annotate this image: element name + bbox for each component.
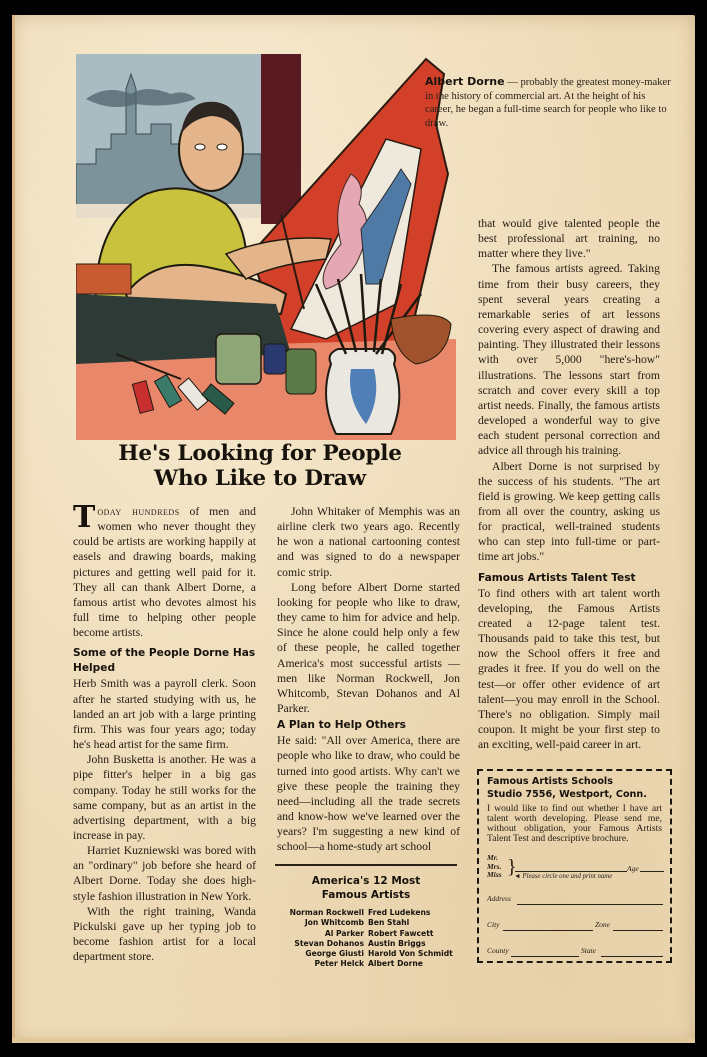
intro-smallcaps: oday hundreds xyxy=(97,505,180,518)
coupon-heading-2: Studio 7556, Westport, Conn. xyxy=(487,788,647,800)
address-field[interactable] xyxy=(487,890,662,914)
headline-line-1: He's Looking for People xyxy=(118,441,402,466)
title-options[interactable] xyxy=(487,854,502,880)
artist-name: Albert Dorne xyxy=(368,959,423,969)
age-label: Age xyxy=(627,864,639,873)
article-column-1 xyxy=(73,500,256,964)
address-line[interactable] xyxy=(517,904,663,905)
artist-name: Harold Von Schmidt xyxy=(368,949,453,959)
name-line[interactable] xyxy=(515,871,627,872)
artist-name: Austin Briggs xyxy=(368,938,426,948)
artist-name: Norman Rockwell xyxy=(289,908,364,917)
artist-name: Ben Stahl xyxy=(368,918,410,928)
county-state-field[interactable] xyxy=(487,942,662,966)
brace-icon: } xyxy=(507,856,517,878)
artists-row xyxy=(270,918,462,928)
subhead-people-helped: Some of the People Dorne Has Helped xyxy=(73,647,256,675)
intro-paragraph xyxy=(73,500,256,640)
coupon-heading-1: Famous Artists Schools xyxy=(487,776,613,787)
title-option-mrs[interactable]: Mrs. xyxy=(487,861,502,871)
artist-name: George Giusti xyxy=(305,949,364,959)
artists-row xyxy=(270,959,462,969)
address-label: Address xyxy=(487,894,511,903)
artists-row xyxy=(270,939,462,949)
mail-coupon[interactable] xyxy=(477,769,672,963)
artist-name: Fred Ludekens xyxy=(368,908,431,917)
article-column-2 xyxy=(277,504,460,854)
state-line[interactable] xyxy=(601,956,663,957)
city-line[interactable] xyxy=(503,930,593,931)
subhead-talent-test: Famous Artists Talent Test xyxy=(478,571,636,584)
subhead-plan: A Plan to Help Others xyxy=(277,719,406,732)
drop-cap: T xyxy=(73,500,96,535)
paragraph-continued: that would give talented people the best professional art training, no matter where they live." xyxy=(478,217,660,261)
paragraph-artists-agreed: The famous artists agreed. Taking time from their busy careers, they spent several years creating a remarkable series of art lessons covering every aspect of drawing and painting. They illustrated their lessons with over 5,000 "here's-how" illustrations. The lessons start from scratch and cover every skill a top artist needs. Finally, the famous artists developed a wonderful way to give each student personal correction and advice all through his training. xyxy=(478,262,660,458)
county-label: County xyxy=(487,946,509,955)
title-option-mr[interactable]: Mr. xyxy=(487,853,499,862)
illustration-caption xyxy=(425,75,675,130)
zone-label: Zone xyxy=(595,920,610,929)
name-field[interactable] xyxy=(487,854,662,888)
city-zone-field[interactable] xyxy=(487,916,662,940)
divider-rule xyxy=(275,864,457,866)
paragraph-he-said: He said: "All over America, there are people who like to draw, who could be turned into good artists. Why can't we give these people the training they need—including all the trade secrets and know-how we've learned over the years? I'm suggesting a new kind of school—a home-study art school xyxy=(277,734,460,854)
page-edge-bottom xyxy=(12,1038,695,1043)
intro-text: of men and women who never thought they could be artists are working happily at easels and drawing boards, making pictures and getting well paid for it. They all can thank Albert Dorne, a famous artist who devotes almost his full time to helping other people become artists. xyxy=(73,505,256,640)
artist-name: Robert Fawcett xyxy=(368,928,434,938)
title-option-miss[interactable]: Miss xyxy=(487,870,502,879)
paragraph-wanda-pickulski: With the right training, Wanda Pickulski gave up her typing job to become fashion artist for a local department store. xyxy=(73,904,256,964)
artists-row xyxy=(270,908,462,918)
headline-line-2: Who Like to Draw xyxy=(154,466,366,491)
artist-name: Peter Helck xyxy=(314,959,364,969)
caption-name: Albert Dorne xyxy=(425,75,505,88)
paint-jar xyxy=(216,334,261,384)
county-line[interactable] xyxy=(511,956,579,957)
article-column-3 xyxy=(478,216,660,752)
age-line[interactable] xyxy=(640,871,664,872)
artists-title-line-1: America's 12 Most xyxy=(311,875,421,887)
page-edge-left xyxy=(12,15,15,1043)
coupon-body: I would like to find out whether I have art talent worth developing. Please send me, without obligation, your Famous Artists Talent Test and descriptive brochure. xyxy=(487,803,662,844)
artist-illustration xyxy=(76,54,456,440)
name-hint: ◄ Please circle one and print name xyxy=(514,873,613,880)
paragraph-talent-test: To find others with art talent worth developing, the Famous Artists created a 12-page talent test. Thousands paid to take this test, but now the School offers it free and grades it free. If you do well on the test—or offer other evidence of art talent—you may enroll in the School. There's no obligation. Simply mail coupon. It might be your first step to an exciting, well-paid career in art. xyxy=(478,586,660,752)
headline xyxy=(90,441,430,491)
zone-line[interactable] xyxy=(613,930,663,931)
state-label: State xyxy=(581,946,596,955)
paragraph-not-surprised: Albert Dorne is not surprised by the success of his students. "The art field is growing. We keep getting calls from all over the country, asking us for practical, well-trained students who can step into full-time or part-time art jobs." xyxy=(478,459,660,564)
artist-name: Stevan Dohanos xyxy=(294,938,364,948)
curtain xyxy=(261,54,301,224)
city-label: City xyxy=(487,920,500,929)
paragraph-long-before: Long before Albert Dorne started looking for people who like to draw, they came to him for advice and help. Since he alone could help only a few of these people, he called together America's most successful artists —men like Norman Rockwell, Jon Whitcomb, Stevan Dohanos and Al Parker. xyxy=(277,580,460,716)
caption-text: — probably the greatest money-maker in the history of commercial art. At the height of his career, he began a full-time search for people who like to draw. xyxy=(425,77,671,129)
paragraph-harriet-kuzniewski: Harriet Kuzniewski was bored with an "ordinary" job before she heard of Albert Dorne. Today she does high-style fashion illustration in New York. xyxy=(73,844,256,903)
artist-name: Al Parker xyxy=(324,928,364,938)
artists-list xyxy=(270,908,462,970)
paragraph-herb-smith: Herb Smith was a payroll clerk. Soon after he started studying with us, he landed an art job with a large printing firm. This was four years ago; today he's head artist for the same firm. xyxy=(73,677,256,752)
paragraph-john-whitaker: John Whitaker of Memphis was an airline clerk two years ago. Recently he won a national cartooning contest and was signed to do a newspaper comic strip. xyxy=(277,505,460,579)
artists-title-line-2: Famous Artists xyxy=(321,889,411,901)
paragraph-john-busketta: John Busketta is another. He was a pipe fitter's helper in a big gas company. Today he still works for the same company, but as an artist in the advertising department, with a big increase in pay. xyxy=(73,753,256,842)
artists-row xyxy=(270,949,462,959)
artist-name: Jon Whitcomb xyxy=(304,918,364,928)
famous-artists-box xyxy=(270,864,462,970)
artists-row xyxy=(270,929,462,939)
